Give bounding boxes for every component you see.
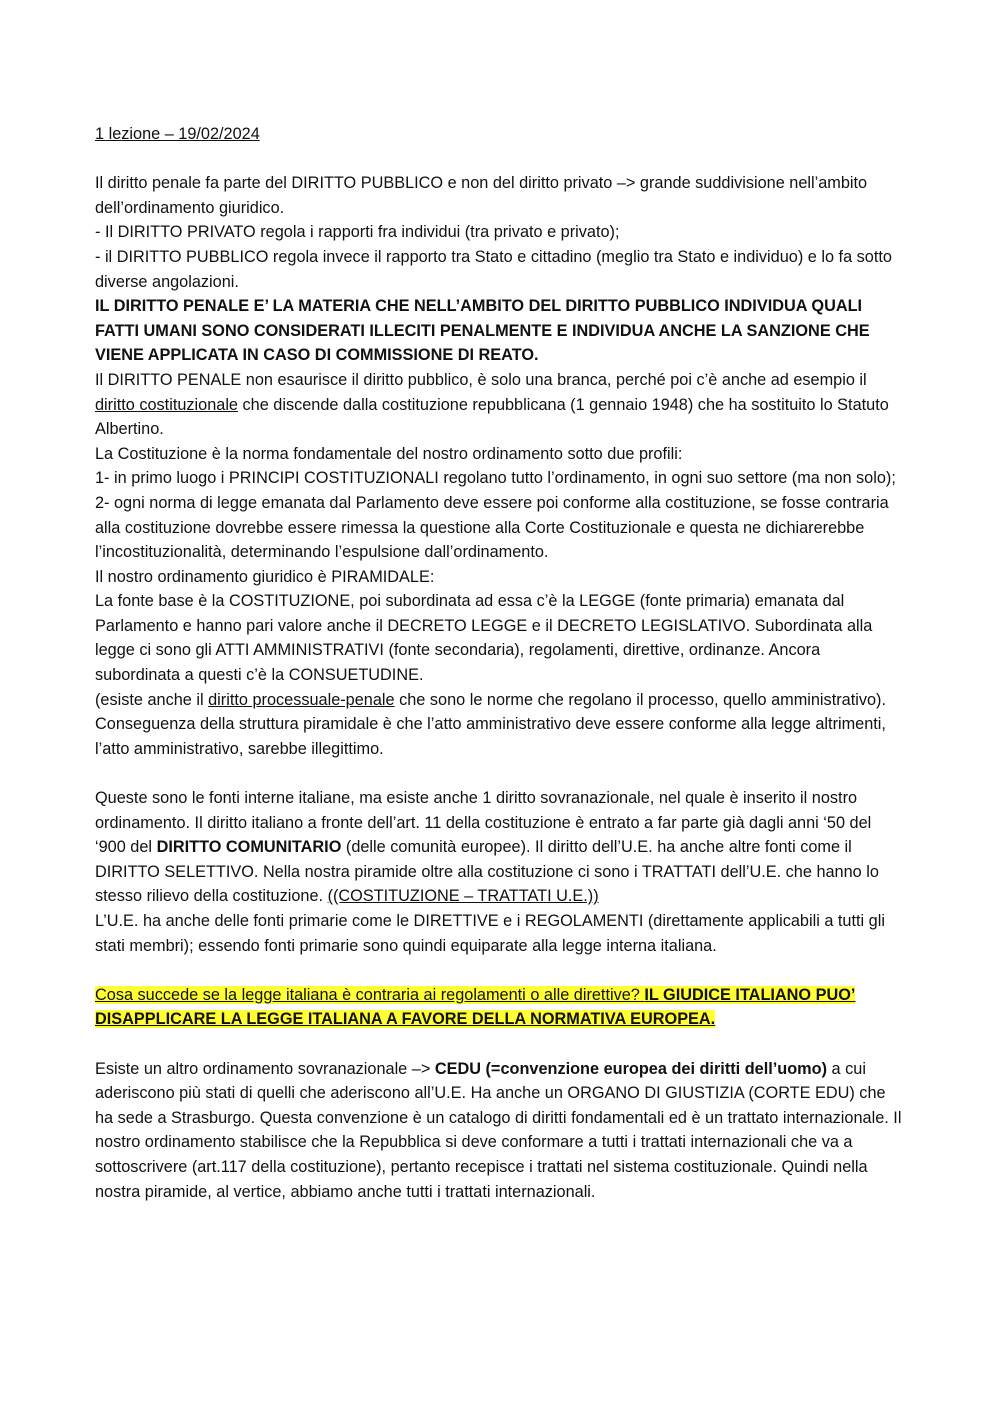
paragraph-profilo-2: 2- ogni norma di legge emanata dal Parlamento deve essere poi conforme alla costituzione, se fosse contraria alla costituzione dovrebbe essere rimessa la questione alla Corte Costituzionale e questa ne dichiarerebbe l’incostituzionalità, determinando l’espulsione dall’ordinamento.: [95, 493, 889, 562]
term-diritto-processuale-penale: diritto processuale-penale: [208, 690, 395, 709]
paragraph-piramidale: Il nostro ordinamento giuridico è PIRAMIDALE:: [95, 567, 435, 586]
paragraph-branca: Il DIRITTO PENALE non esaurisce il diritto pubblico, è solo una branca, perché poi c’è anche ad esempio il diritto costituzionale che discende dalla costituzione repubblicana (1 gennaio 1948) che ha sostituito lo Statuto Albertino.: [95, 370, 889, 439]
paragraph-conseguenza: Conseguenza della struttura piramidale è che l’atto amministrativo deve essere conforme alla legge altrimenti, l’atto amministrativo, sarebbe illegittimo.: [95, 715, 886, 758]
term-costituzione-trattati: ((COSTITUZIONE – TRATTATI U.E.)): [327, 887, 599, 906]
spacer: [95, 958, 905, 983]
paragraph-cedu: Esiste un altro ordinamento sovranazionale –> CEDU (=convenzione europea dei diritti dell’uomo) a cui aderiscono più stati di quelli che aderiscono all’U.E. Ha anche un ORGANO DI GIUSTIZIA (CORTE EDU) che ha sede a Strasburgo. Questa convenzione è un catalogo di diritti fondamentali ed è un trattato internazionale. Il nostro ordinamento stabilisce che la Repubblica si deve conformare a tutti i trattati internazionali che va a sottoscrivere (art.117 della costituzione), pertanto recepisce i trattati nel sistema costituzionale. Quindi nella nostra piramide, al vertice, abbiamo anche tutti i trattati internazionali.: [95, 1059, 902, 1201]
lesson-title: 1 lezione – 19/02/2024: [95, 125, 260, 143]
paragraph-intro: Il diritto penale fa parte del DIRITTO PUBBLICO e non del diritto privato –> grande suddivisione nell’ambito dell’ordinamento giuridico.: [95, 174, 868, 217]
paragraph-fonti: La fonte base è la COSTITUZIONE, poi subordinata ad essa c’è la LEGGE (fonte primaria) emanata dal Parlamento e hanno pari valore anche il DECRETO LEGGE e il DECRETO LEGISLATIVO. Subordinata alla legge ci sono gli ATTI AMMINISTRATIVI (fonte secondaria), regolamenti, direttive, ordinanze. Ancora subordinata a questi c’è la CONSUETUDINE.: [95, 592, 873, 685]
paragraph-profilo-1: 1- in primo luogo i PRINCIPI COSTITUZIONALI regolano tutto l’ordinamento, in ogni suo settore (ma non solo);: [95, 469, 896, 488]
paragraph-fonti-ue: L’U.E. ha anche delle fonti primarie come le DIRETTIVE e i REGOLAMENTI (direttamente applicabili a tutti gli stati membri); essendo fonti primarie sono quindi equiparate alla legge interna italiana.: [95, 912, 885, 955]
term-diritto-comunitario: DIRITTO COMUNITARIO: [156, 838, 342, 857]
paragraph-processuale: (esiste anche il diritto processuale-penale che sono le norme che regolano il processo, quello amministrativo).: [95, 690, 886, 709]
document-page: [95, 122, 905, 1204]
spacer: [95, 147, 905, 172]
term-cedu: CEDU (=convenzione europea dei diritti dell’uomo): [434, 1059, 828, 1078]
highlight-question: Cosa succede se la legge italiana è contraria ai regolamenti o alle direttive?: [95, 985, 645, 1004]
paragraph-highlight-question: [95, 983, 905, 1032]
spacer: [95, 1032, 905, 1057]
paragraph-definizione-penale: IL DIRITTO PENALE E’ LA MATERIA CHE NELL’AMBITO DEL DIRITTO PUBBLICO INDIVIDUA QUALI FATTI UMANI SONO CONSIDERATI ILLECITI PENALMENTE E INDIVIDUA ANCHE LA SANZIONE CHE VIENE APPLICATA IN CASO DI COMMISSIONE DI REATO.: [95, 297, 870, 365]
term-diritto-costituzionale: diritto costituzionale: [95, 395, 238, 414]
paragraph-sovranazionale: Queste sono le fonti interne italiane, ma esiste anche 1 diritto sovranazionale, nel quale è inserito il nostro ordinamento. Il diritto italiano a fronte dell’art. 11 della costituzione è entrato a far parte già dagli anni ‘50 del ‘900 del DIRITTO COMUNITARIO (delle comunità europee). Il diritto dell’U.E. ha anche altre fonti come il DIRITTO SELETTIVO. Nella nostra piramide oltre alla costituzione ci sono i TRATTATI dell’U.E. che hanno lo stesso rilievo della costituzione. ((COSTITUZIONE – TRATTATI U.E.)): [95, 789, 879, 906]
paragraph-diritto-privato: - Il DIRITTO PRIVATO regola i rapporti fra individui (tra privato e privato);: [95, 223, 620, 242]
paragraph-costituzione: La Costituzione è la norma fondamentale del nostro ordinamento sotto due profili:: [95, 444, 683, 463]
paragraph-diritto-pubblico: - il DIRITTO PUBBLICO regola invece il rapporto tra Stato e cittadino (meglio tra Stato e individuo) e lo fa sotto diverse angolazioni.: [95, 247, 892, 291]
highlight-answer: IL GIUDICE ITALIANO PUO’ DISAPPLICARE LA LEGGE ITALIANA A FAVORE DELLA NORMATIVA EUROPEA.: [95, 985, 856, 1029]
spacer: [95, 761, 905, 786]
